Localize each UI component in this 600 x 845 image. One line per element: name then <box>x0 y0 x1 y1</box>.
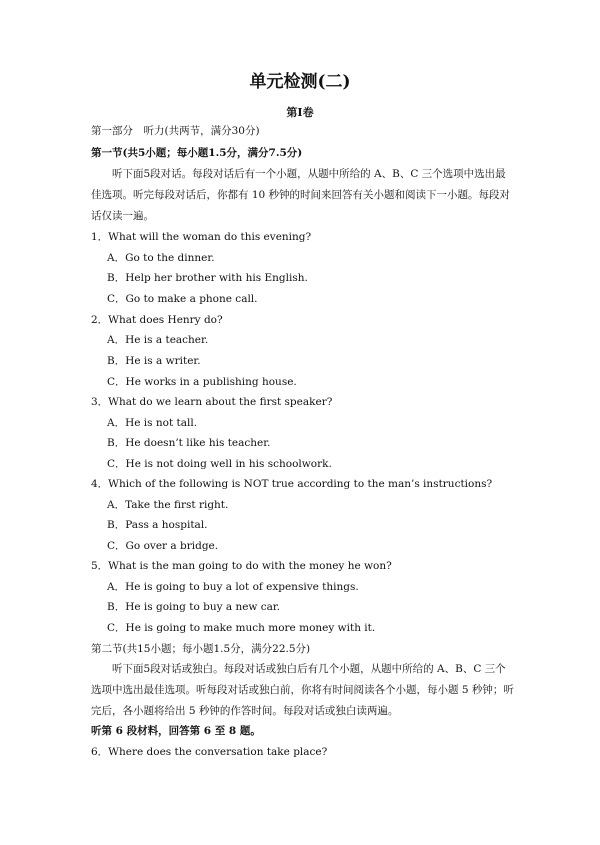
question-4: 4．Which of the following is NOT true according to the man’s instructions? <box>91 478 493 490</box>
question-3-option-a: A．He is not tall. <box>107 417 198 429</box>
question-5-option-c: C．He is going to make much more money with it. <box>107 622 376 634</box>
instructions-line-3: 话仅读一遍。 <box>91 210 154 222</box>
page-title: 单元检测(二) <box>249 72 351 92</box>
question-3-option-c: C．He is not doing well in his schoolwork. <box>107 458 332 470</box>
instructions-line-1: 听下面5段对话。每段对话后有一个小题，从题中所给的 A、B、C 三个选项中选出最 <box>112 168 506 180</box>
question-4-option-c: C．Go over a bridge. <box>107 540 219 552</box>
question-2: 2．What does Henry do? <box>91 314 223 326</box>
question-5-option-b: B．He is going to buy a new car. <box>107 601 281 613</box>
part1-heading: 第一部分 听力(共两节，满分30分) <box>91 125 260 137</box>
question-6: 6．Where does the conversation take place? <box>91 746 328 758</box>
question-4-option-a: A．Take the first right. <box>107 499 229 511</box>
section1-heading: 第一节(共5小题；每小题1.5分，满分7.5分) <box>91 147 303 159</box>
question-3: 3．What do we learn about the first speaker? <box>91 396 333 408</box>
material-note: 听第 6 段材料，回答第 6 至 8 题。 <box>91 725 261 737</box>
question-5: 5．What is the man going to do with the money he won? <box>91 560 392 572</box>
instructions-line-2: 佳选项。听完每段对话后，你都有 10 秒钟的时间来回答有关小题和阅读下一小题。每段对 <box>91 189 511 201</box>
instructions2-line-3: 完后，各小题将给出 5 秒钟的作答时间。每段对话或独白读两遍。 <box>91 705 399 717</box>
question-2-option-a: A．He is a teacher. <box>107 334 209 346</box>
question-1: 1．What will the woman do this evening? <box>91 231 312 243</box>
section2-heading: 第二节(共15小题；每小题1.5分，满分22.5分) <box>91 643 311 655</box>
question-2-option-c: C．He works in a publishing house. <box>107 376 297 388</box>
volume-label: 第Ⅰ卷 <box>286 106 314 119</box>
question-4-option-b: B．Pass a hospital. <box>107 519 208 531</box>
question-1-option-b: B．Help her brother with his English. <box>107 272 308 284</box>
instructions2-line-2: 选项中选出最佳选项。听每段对话或独白前，你将有时间阅读各个小题，每小题 5 秒钟；听 <box>91 684 514 696</box>
question-5-option-a: A．He is going to buy a lot of expensive things. <box>107 581 359 593</box>
question-3-option-b: B．He doesn’t like his teacher. <box>107 437 271 449</box>
question-1-option-a: A．Go to the dinner. <box>107 252 215 264</box>
question-2-option-b: B．He is a writer. <box>107 355 201 367</box>
instructions2-line-1: 听下面5段对话或独白。每段对话或独白后有几个小题，从题中所给的 A、B、C 三个 <box>112 663 506 675</box>
question-1-option-c: C．Go to make a phone call. <box>107 293 258 305</box>
